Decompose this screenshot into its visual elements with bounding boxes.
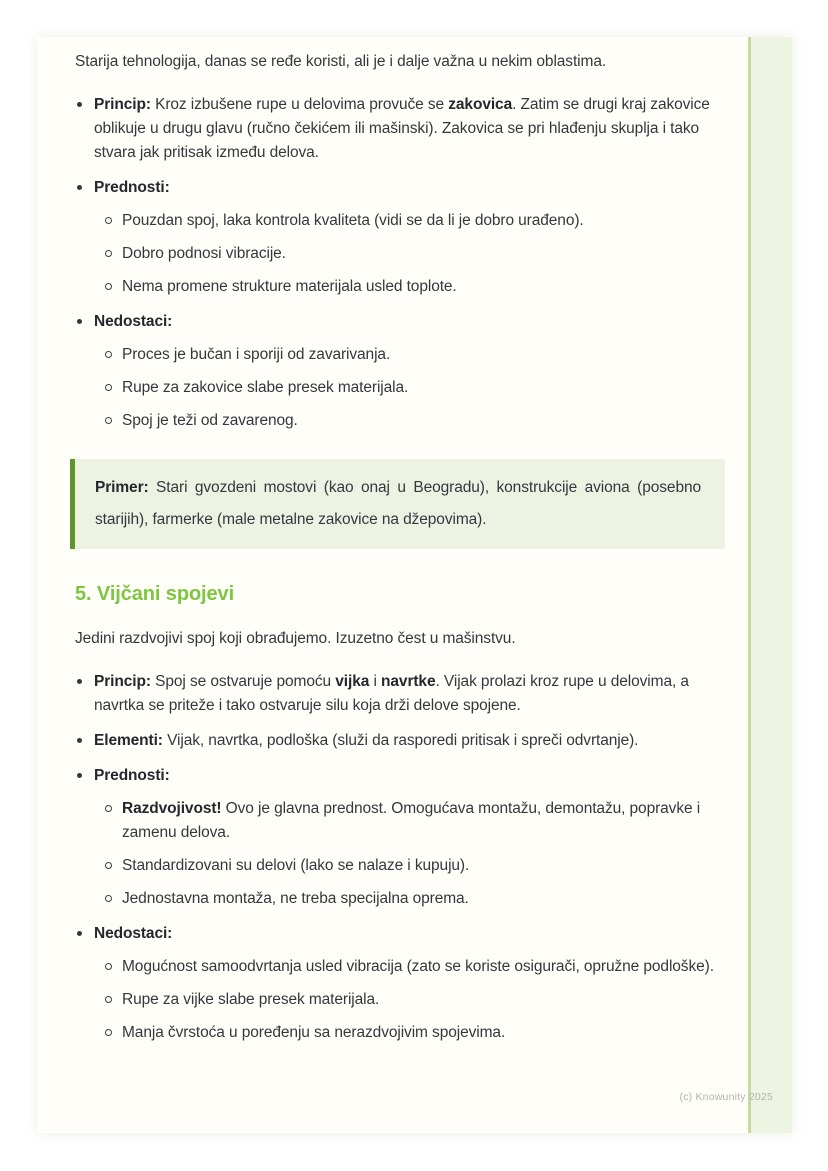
plain-text: Manja čvrstoća u poređenju sa nerazdvojivim spojevima. bbox=[122, 1024, 506, 1041]
bullet-icon bbox=[77, 319, 82, 324]
riveted-joints-list bbox=[75, 93, 725, 433]
list-item bbox=[103, 275, 725, 299]
circle-bullet-icon bbox=[105, 805, 112, 812]
list-item bbox=[103, 955, 725, 979]
plain-text: Spoj je teži od zavarenog. bbox=[122, 412, 298, 429]
circle-bullet-icon bbox=[105, 996, 112, 1003]
list-item-text bbox=[122, 379, 408, 396]
list-item-text bbox=[122, 412, 298, 429]
callout-text bbox=[95, 472, 701, 536]
list-item bbox=[75, 93, 725, 165]
list-item-text bbox=[122, 278, 457, 295]
list-item-text bbox=[94, 732, 638, 749]
list-item-text bbox=[122, 991, 379, 1008]
list-item bbox=[103, 376, 725, 400]
section-heading: 5. Vijčani spojevi bbox=[75, 583, 235, 605]
bold-text: Razdvojivost! bbox=[122, 800, 222, 817]
plain-text: Standardizovani su delovi (lako se nalaze i kupuju). bbox=[122, 857, 470, 874]
page-content bbox=[75, 37, 725, 1045]
list-item-text bbox=[122, 212, 584, 229]
bold-text: Primer: bbox=[95, 479, 149, 496]
plain-text: Dobro podnosi vibracije. bbox=[122, 245, 286, 262]
list-item bbox=[75, 729, 725, 753]
circle-bullet-icon bbox=[105, 250, 112, 257]
sub-list bbox=[103, 343, 725, 433]
list-item bbox=[75, 670, 725, 718]
list-item bbox=[103, 1021, 725, 1045]
document-page bbox=[37, 37, 792, 1133]
list-item-text bbox=[122, 245, 286, 262]
plain-text: Proces je bučan i sporiji od zavarivanja. bbox=[122, 346, 391, 363]
bullet-icon bbox=[77, 185, 82, 190]
bold-text: zakovica bbox=[448, 96, 513, 113]
section-intro-paragraph: Jedini razdvojivi spoj koji obrađujemo. Izuzetno čest u mašinstvu. bbox=[75, 630, 516, 647]
list-item-text bbox=[122, 958, 714, 975]
sub-list bbox=[103, 797, 725, 911]
plain-text: Nema promene strukture materijala usled toplote. bbox=[122, 278, 457, 295]
bullet-icon bbox=[77, 738, 82, 743]
list-item-text bbox=[122, 800, 700, 841]
list-item bbox=[75, 922, 725, 1045]
circle-bullet-icon bbox=[105, 384, 112, 391]
example-callout bbox=[70, 459, 725, 549]
list-item-text bbox=[94, 767, 170, 784]
list-item-text bbox=[122, 1024, 505, 1041]
list-item-text bbox=[122, 346, 390, 363]
plain-text: Vijak, navrtka, podloška (služi da rasporedi pritisak i spreči odvrtanje). bbox=[162, 732, 639, 749]
screw-joints-list bbox=[75, 670, 725, 1045]
plain-text: Spoj se ostvaruje pomoću bbox=[150, 673, 336, 690]
list-item-text bbox=[94, 673, 689, 714]
plain-text: Jednostavna montaža, ne treba specijalna oprema. bbox=[122, 890, 469, 907]
list-item bbox=[103, 797, 725, 845]
plain-text: Ovo je glavna prednost. Omogućava montažu, demontažu, popravke i zamenu delova. bbox=[122, 800, 701, 841]
circle-bullet-icon bbox=[105, 963, 112, 970]
list-item-text bbox=[94, 179, 170, 196]
list-item bbox=[75, 764, 725, 911]
intro-paragraph: Starija tehnologija, danas se ređe koristi, ali je i dalje važna u nekim oblastima. bbox=[75, 53, 607, 70]
list-item-text bbox=[94, 925, 172, 942]
bullet-icon bbox=[77, 102, 82, 107]
bold-text: Nedostaci: bbox=[94, 925, 173, 942]
plain-text: Mogućnost samoodvrtanja usled vibracija (zato se koriste osigurači, opružne podloške). bbox=[122, 958, 714, 975]
bold-text: Prednosti: bbox=[94, 179, 170, 196]
list-item-text bbox=[94, 96, 710, 161]
bold-text: Nedostaci: bbox=[94, 313, 173, 330]
bold-text: Prednosti: bbox=[94, 767, 170, 784]
list-item-text bbox=[94, 313, 172, 330]
plain-text: i bbox=[369, 673, 382, 690]
list-item bbox=[75, 176, 725, 299]
bold-text: navrtke bbox=[381, 673, 436, 690]
circle-bullet-icon bbox=[105, 217, 112, 224]
list-item bbox=[103, 887, 725, 911]
circle-bullet-icon bbox=[105, 895, 112, 902]
plain-text: Pouzdan spoj, laka kontrola kvaliteta (vidi se da li je dobro urađeno). bbox=[122, 212, 584, 229]
circle-bullet-icon bbox=[105, 1029, 112, 1036]
plain-text: Kroz izbušene rupe u delovima provuče se bbox=[150, 96, 449, 113]
list-item bbox=[103, 854, 725, 878]
sub-list bbox=[103, 209, 725, 299]
bullet-icon bbox=[77, 679, 82, 684]
footer-credit: (c) Knowunity 2025 bbox=[679, 1091, 773, 1103]
list-item bbox=[103, 409, 725, 433]
circle-bullet-icon bbox=[105, 351, 112, 358]
plain-text: Rupe za vijke slabe presek materijala. bbox=[122, 991, 380, 1008]
list-item bbox=[103, 242, 725, 266]
circle-bullet-icon bbox=[105, 417, 112, 424]
list-item-text bbox=[122, 890, 469, 907]
list-item bbox=[103, 988, 725, 1012]
list-item-text bbox=[122, 857, 469, 874]
bold-text: Elementi: bbox=[94, 732, 163, 749]
sub-list bbox=[103, 955, 725, 1045]
bold-text: Princip: bbox=[94, 673, 151, 690]
bold-text: Princip: bbox=[94, 96, 151, 113]
plain-text: Rupe za zakovice slabe presek materijala. bbox=[122, 379, 409, 396]
bullet-icon bbox=[77, 773, 82, 778]
plain-text: . Vijak prolazi kroz rupe u delovima, a navrtka se priteže i tako ostvaruje silu koja drži delove spojene. bbox=[94, 673, 689, 714]
circle-bullet-icon bbox=[105, 862, 112, 869]
plain-text: Stari gvozdeni mostovi (kao onaj u Beogradu), konstrukcije aviona (posebno starijih), farmerke (male metalne zakovice na džepovima). bbox=[95, 479, 701, 528]
plain-text: . Zatim se drugi kraj zakovice oblikuje u drugu glavu (ručno čekićem ili mašinski). Zakovica se pri hlađenju skuplja i tako stvara jak pritisak između delova. bbox=[94, 96, 710, 161]
list-item bbox=[103, 343, 725, 367]
page-edge-strip bbox=[748, 37, 792, 1133]
bold-text: vijka bbox=[335, 673, 370, 690]
circle-bullet-icon bbox=[105, 283, 112, 290]
list-item bbox=[75, 310, 725, 433]
list-item bbox=[103, 209, 725, 233]
bullet-icon bbox=[77, 931, 82, 936]
